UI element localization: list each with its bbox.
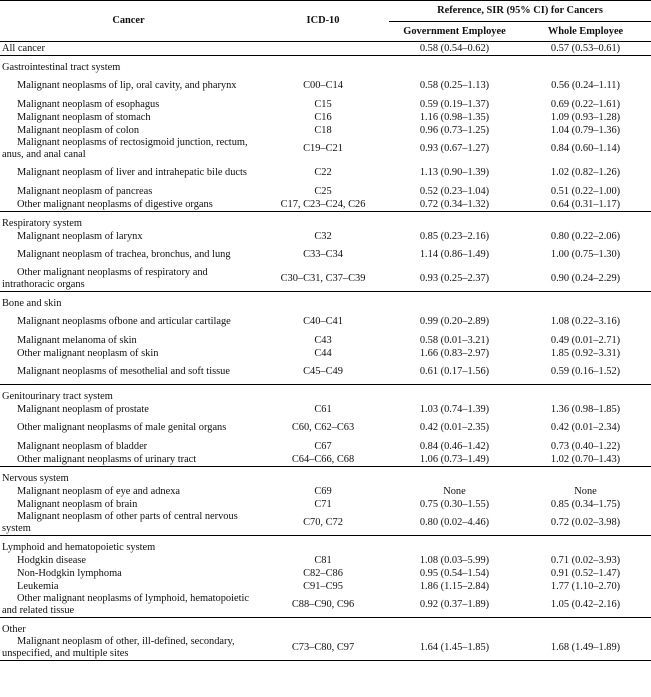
whole-sir: 1.00 (0.75–1.30) — [550, 249, 621, 261]
cancer-label — [0, 360, 257, 385]
table-row — [0, 124, 651, 137]
icd-code: C64–C66, C68 — [291, 453, 355, 465]
cancer-label-text: Malignant neoplasm of other, ill-defined, secondary, unspecified, and multiple sites — [2, 636, 235, 659]
group-title-row — [0, 623, 651, 636]
cancer-label — [0, 511, 257, 536]
cancer-label — [0, 403, 257, 416]
cancer-label-text: Non-Hodgkin lymphoma — [17, 567, 122, 579]
cancer-label-text: Hodgkin disease — [17, 554, 86, 566]
group-title-row — [0, 541, 651, 554]
whole-sir: 0.59 (0.16–1.52) — [550, 366, 621, 378]
cancer-label-text: Malignant neoplasm of trachea, bronchus, and lung — [17, 249, 231, 261]
table-row — [0, 243, 651, 267]
government-sir: 1.03 (0.74–1.39) — [419, 403, 490, 415]
whole-sir: 1.02 (0.70–1.43) — [550, 453, 621, 465]
cancer-label-text: Malignant neoplasm of pancreas — [17, 185, 153, 197]
header-government: Government Employee — [403, 25, 506, 37]
whole-sir: 1.04 (0.79–1.36) — [550, 124, 621, 136]
whole-sir: 1.09 (0.93–1.28) — [550, 111, 621, 123]
table-row — [0, 416, 651, 440]
group-title: Bone and skin — [2, 297, 62, 309]
icd-code: C43 — [314, 334, 332, 346]
cancer-label-text: Other malignant neoplasms of digestive organs — [17, 198, 213, 210]
cancer-label — [0, 453, 257, 467]
government-sir: 0.92 (0.37–1.89) — [419, 599, 490, 611]
cancer-label — [0, 416, 257, 440]
icd-code: C82–C86 — [303, 567, 343, 579]
cancer-label — [0, 485, 257, 498]
icd-code: C15 — [314, 98, 332, 110]
header-cancer: Cancer — [0, 1, 257, 42]
table-row — [0, 580, 651, 593]
icd-code: C33–C34 — [303, 249, 343, 261]
icd-code: C19–C21 — [303, 143, 343, 155]
header-whole: Whole Employee — [547, 25, 624, 37]
cancer-label-text: Other malignant neoplasms of lymphoid, hematopoietic and related tissue — [2, 593, 250, 616]
table-row — [0, 360, 651, 385]
icd-code: C00–C14 — [303, 80, 343, 92]
icd-code: C40–C41 — [303, 316, 343, 328]
government-sir: 0.93 (0.67–1.27) — [419, 143, 490, 155]
table-row — [0, 554, 651, 567]
government-sir: 1.08 (0.03–5.99) — [419, 554, 490, 566]
government-sir: 0.99 (0.20–2.89) — [419, 316, 490, 328]
government-sir: 1.86 (1.15–2.84) — [419, 580, 490, 592]
icd-code: C61 — [314, 403, 332, 415]
cancer-label-text: Malignant neoplasm of eye and adnexa — [17, 485, 181, 497]
government-sir: 0.42 (0.01–2.35) — [419, 422, 490, 434]
table-row — [0, 310, 651, 334]
cancer-label-text: Malignant melanoma of skin — [17, 334, 137, 346]
group-title: Lymphoid and hematopoietic system — [2, 541, 156, 553]
table-row — [0, 440, 651, 453]
icd-code: C91–C95 — [303, 580, 343, 592]
whole-sir: 0.42 (0.01–2.34) — [550, 422, 621, 434]
icd-code: C44 — [314, 347, 332, 359]
government-sir: 0.80 (0.02–4.46) — [419, 517, 490, 529]
whole-sir: 0.51 (0.22–1.00) — [550, 185, 621, 197]
government-sir: 0.72 (0.34–1.32) — [419, 198, 490, 210]
government-sir: 0.61 (0.17–1.56) — [419, 366, 490, 378]
icd-code: C73–C80, C97 — [257, 636, 389, 661]
whole-sir: 0.69 (0.22–1.61) — [550, 98, 621, 110]
government-sir: None — [443, 485, 466, 497]
table-row — [0, 230, 651, 243]
government-sir: 0.95 (0.54–1.54) — [419, 567, 490, 579]
table-row — [0, 403, 651, 416]
table-row — [0, 111, 651, 124]
table-row — [0, 485, 651, 498]
whole-sir: 0.71 (0.02–3.93) — [550, 554, 621, 566]
cancer-label — [0, 593, 257, 618]
whole-sir: 1.68 (1.49–1.89) — [520, 636, 651, 661]
whole-sir: 1.36 (0.98–1.85) — [550, 403, 621, 415]
cancer-label-text: Malignant neoplasm of esophagus — [17, 98, 160, 110]
government-sir: 1.06 (0.73–1.49) — [419, 453, 490, 465]
cancer-label — [0, 161, 257, 185]
group-title-row — [0, 390, 651, 403]
government-sir: 1.64 (1.45–1.85) — [389, 636, 520, 661]
cancer-label — [0, 580, 257, 593]
cancer-label-text: Leukemia — [17, 580, 59, 592]
government-sir: 0.58 (0.01–3.21) — [419, 334, 490, 346]
government-sir: 1.66 (0.83–2.97) — [419, 347, 490, 359]
icd-code: C16 — [314, 111, 332, 123]
cancer-label — [0, 334, 257, 347]
cancer-label — [0, 185, 257, 198]
table-row — [0, 453, 651, 467]
icd-code: C17, C23–C24, C26 — [280, 198, 366, 210]
group-title: Other — [2, 623, 26, 635]
table-row — [0, 511, 651, 536]
cancer-label-text: Malignant neoplasm of stomach — [17, 111, 151, 123]
whole-sir: 1.77 (1.10–2.70) — [550, 580, 621, 592]
icd-code: C67 — [314, 440, 332, 452]
icd-code: C32 — [314, 230, 332, 242]
government-sir: 1.13 (0.90–1.39) — [419, 167, 490, 179]
cancer-label-text: Other malignant neoplasm of skin — [17, 347, 159, 359]
group-title: Gastrointestinal tract system — [2, 61, 121, 73]
table-row — [0, 567, 651, 580]
cancer-label — [0, 74, 257, 98]
whole-sir: None — [574, 485, 597, 497]
all-cancer-label: All cancer — [0, 42, 257, 56]
whole-sir: 0.91 (0.52–1.47) — [550, 567, 621, 579]
cancer-label-text: Malignant neoplasms of lip, oral cavity, and pharynx — [17, 80, 237, 92]
whole-sir: 0.90 (0.24–2.29) — [550, 273, 621, 285]
all-cancer-whole: 0.57 (0.53–0.61) — [520, 42, 651, 56]
government-sir: 0.84 (0.46–1.42) — [419, 440, 490, 452]
table-row — [0, 267, 651, 292]
table-row — [0, 636, 651, 661]
icd-code: C22 — [314, 167, 332, 179]
icd-code: C25 — [314, 185, 332, 197]
cancer-label-text: Malignant neoplasm of colon — [17, 124, 140, 136]
government-sir: 0.52 (0.23–1.04) — [419, 185, 490, 197]
icd-code: C60, C62–C63 — [291, 422, 355, 434]
table-body — [0, 42, 651, 661]
cancer-label — [0, 440, 257, 453]
cancer-label — [0, 567, 257, 580]
cancer-label-text: Malignant neoplasm of bladder — [17, 440, 148, 452]
group-title-row — [0, 472, 651, 485]
government-sir: 0.59 (0.19–1.37) — [419, 98, 490, 110]
cancer-label — [0, 636, 257, 661]
whole-sir: 1.05 (0.42–2.16) — [550, 599, 621, 611]
government-sir: 0.75 (0.30–1.55) — [419, 498, 490, 510]
header-icd: ICD-10 — [257, 1, 389, 42]
cancer-label-text: Malignant neoplasms of rectosigmoid junction, rectum, anus, and anal canal — [2, 137, 248, 160]
cancer-label — [0, 124, 257, 137]
cancer-label — [0, 310, 257, 334]
group-title: Respiratory system — [2, 217, 82, 229]
government-sir: 0.96 (0.73–1.25) — [419, 124, 490, 136]
table-row — [0, 137, 651, 161]
whole-sir: 1.02 (0.82–1.26) — [550, 167, 621, 179]
cancer-label-text: Malignant neoplasms ofbone and articular cartilage — [17, 316, 231, 328]
icd-code: C70, C72 — [303, 517, 343, 529]
icd-code: C18 — [314, 124, 332, 136]
icd-code: C69 — [314, 485, 332, 497]
cancer-label-text: Other malignant neoplasms of urinary tract — [17, 453, 197, 465]
cancer-label — [0, 230, 257, 243]
cancer-label-text: Malignant neoplasm of liver and intrahepatic bile ducts — [17, 167, 247, 179]
header-reference: Reference, SIR (95% CI) for Cancers — [389, 1, 651, 22]
cancer-label-text: Malignant neoplasm of brain — [17, 498, 138, 510]
group-title: Nervous system — [2, 472, 69, 484]
icd-code: C45–C49 — [303, 366, 343, 378]
cancer-label-text: Malignant neoplasm of prostate — [17, 403, 149, 415]
icd-code: C88–C90, C96 — [291, 599, 355, 611]
whole-sir: 0.73 (0.40–1.22) — [550, 440, 621, 452]
table-row — [0, 498, 651, 511]
whole-sir: 0.85 (0.34–1.75) — [550, 498, 621, 510]
whole-sir: 0.64 (0.31–1.17) — [550, 198, 621, 210]
group-title-row — [0, 217, 651, 230]
cancer-label — [0, 267, 257, 292]
cancer-label-text: Malignant neoplasms of mesothelial and soft tissue — [17, 366, 230, 378]
table-row — [0, 593, 651, 618]
cancer-label — [0, 243, 257, 267]
whole-sir: 0.49 (0.01–2.71) — [550, 334, 621, 346]
government-sir: 1.14 (0.86–1.49) — [419, 249, 490, 261]
government-sir: 1.16 (0.98–1.35) — [419, 111, 490, 123]
all-cancer-icd — [257, 42, 389, 56]
table-row — [0, 347, 651, 360]
table-row — [0, 185, 651, 198]
icd-code: C30–C31, C37–C39 — [280, 273, 366, 285]
government-sir: 0.58 (0.25–1.13) — [419, 80, 490, 92]
cancer-label — [0, 498, 257, 511]
table-row — [0, 334, 651, 347]
whole-sir: 0.72 (0.02–3.98) — [550, 517, 621, 529]
cancer-label — [0, 554, 257, 567]
icd-code: C71 — [314, 498, 332, 510]
table-row — [0, 161, 651, 185]
whole-sir: 0.84 (0.60–1.14) — [550, 143, 621, 155]
cancer-label-text: Malignant neoplasm of other parts of central nervous system — [2, 511, 238, 534]
cancer-label — [0, 111, 257, 124]
cancer-label — [0, 198, 257, 212]
group-title-row — [0, 297, 651, 310]
table-row — [0, 98, 651, 111]
whole-sir: 0.56 (0.24–1.11) — [551, 80, 620, 92]
table-row — [0, 198, 651, 212]
whole-sir: 1.85 (0.92–3.31) — [550, 347, 621, 359]
cancer-label-text: Other malignant neoplasms of male genital organs — [17, 422, 227, 434]
government-sir: 0.93 (0.25–2.37) — [419, 273, 490, 285]
group-title-row — [0, 61, 651, 74]
table-row — [0, 74, 651, 98]
cancer-label — [0, 137, 257, 161]
icd-code: C81 — [314, 554, 332, 566]
all-cancer-gov: 0.58 (0.54–0.62) — [389, 42, 520, 56]
all-cancer-row — [0, 42, 651, 56]
cancer-label-text: Other malignant neoplasms of respiratory and intrathoracic organs — [2, 267, 208, 290]
group-title: Genitourinary tract system — [2, 390, 113, 402]
whole-sir: 1.08 (0.22–3.16) — [550, 316, 621, 328]
cancer-label-text: Malignant neoplasm of larynx — [17, 230, 143, 242]
whole-sir: 0.80 (0.22–2.06) — [550, 230, 621, 242]
government-sir: 0.85 (0.23–2.16) — [419, 230, 490, 242]
cancer-label — [0, 347, 257, 360]
cancer-label — [0, 98, 257, 111]
